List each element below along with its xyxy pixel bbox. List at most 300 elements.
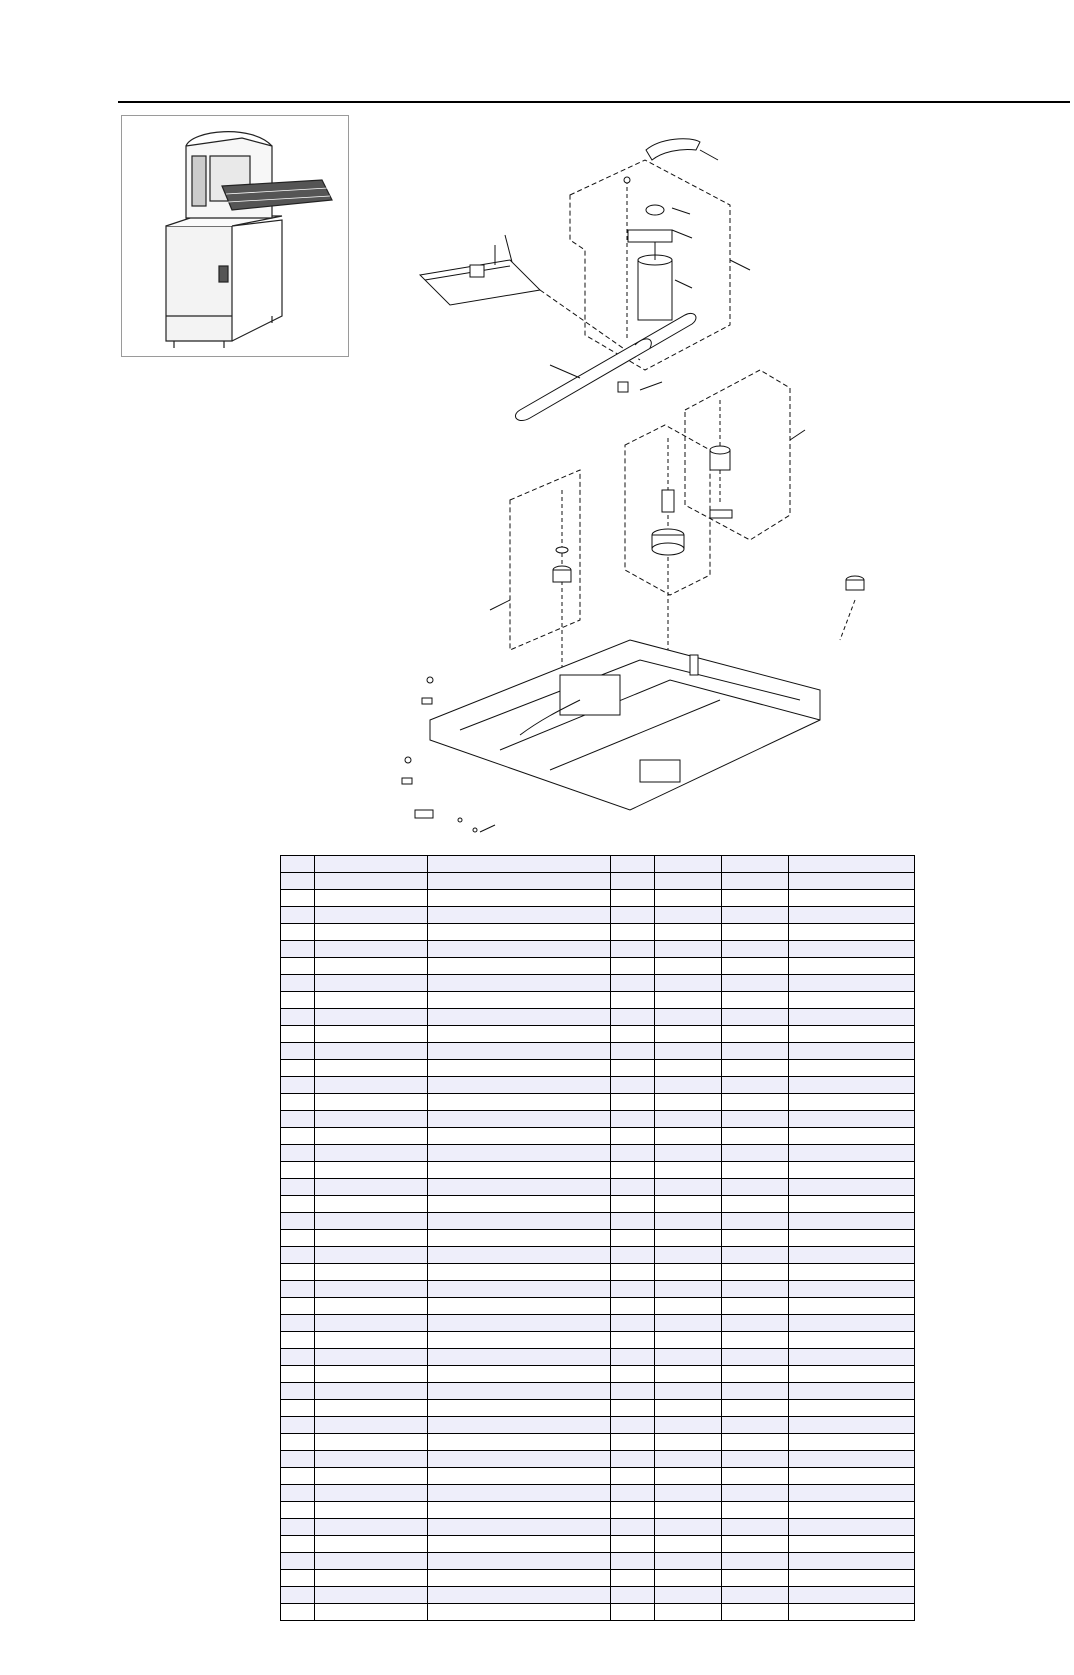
table-row (281, 1026, 915, 1043)
table-cell (789, 907, 915, 924)
table-cell (655, 907, 722, 924)
table-cell (789, 1400, 915, 1417)
table-cell (428, 1383, 611, 1400)
table-cell (611, 1111, 655, 1128)
table-cell (655, 1451, 722, 1468)
table-cell (315, 1604, 428, 1621)
table-cell (655, 1196, 722, 1213)
machine-overview-thumbnail (121, 115, 349, 357)
table-row (281, 873, 915, 890)
table-cell (315, 1468, 428, 1485)
table-cell (428, 1281, 611, 1298)
table-cell (281, 1570, 315, 1587)
table-cell (428, 1043, 611, 1060)
table-cell (281, 1451, 315, 1468)
table-header-row (281, 856, 915, 873)
table-cell (722, 1536, 789, 1553)
table-cell (655, 1315, 722, 1332)
table-cell (428, 975, 611, 992)
table-cell (428, 1111, 611, 1128)
table-cell (315, 975, 428, 992)
table-cell (722, 1247, 789, 1264)
table-row (281, 1366, 915, 1383)
table-cell (428, 1145, 611, 1162)
table-cell (611, 941, 655, 958)
table-cell (722, 890, 789, 907)
table-row (281, 1247, 915, 1264)
table-row (281, 1162, 915, 1179)
table-cell (655, 1043, 722, 1060)
table-cell (655, 924, 722, 941)
table-cell (428, 1587, 611, 1604)
table-cell (611, 1383, 655, 1400)
table-row (281, 1298, 915, 1315)
table-cell (281, 1281, 315, 1298)
table-cell (722, 1383, 789, 1400)
table-cell (722, 1366, 789, 1383)
table-cell (315, 1247, 428, 1264)
table-cell (428, 1536, 611, 1553)
table-row (281, 1536, 915, 1553)
table-cell (611, 975, 655, 992)
table-cell (722, 1060, 789, 1077)
table-cell (655, 1519, 722, 1536)
table-cell (789, 1587, 915, 1604)
table-cell (281, 992, 315, 1009)
table-row (281, 1485, 915, 1502)
table-cell (611, 1400, 655, 1417)
table-cell (655, 992, 722, 1009)
table-cell (428, 1264, 611, 1281)
table-row (281, 1502, 915, 1519)
table-cell (789, 1519, 915, 1536)
table-row (281, 1281, 915, 1298)
table-cell (315, 1043, 428, 1060)
table-cell (655, 1111, 722, 1128)
table-row (281, 1468, 915, 1485)
table-cell (315, 992, 428, 1009)
table-row (281, 1111, 915, 1128)
table-cell (428, 1400, 611, 1417)
table-cell (722, 1162, 789, 1179)
table-cell (722, 1026, 789, 1043)
table-row (281, 975, 915, 992)
table-cell (789, 1536, 915, 1553)
table-cell (789, 1128, 915, 1145)
table-cell (428, 1230, 611, 1247)
table-row (281, 1553, 915, 1570)
table-cell (655, 958, 722, 975)
table-cell (428, 1179, 611, 1196)
table-cell (428, 890, 611, 907)
table-cell (428, 1502, 611, 1519)
table-row (281, 1315, 915, 1332)
table-cell (611, 1043, 655, 1060)
table-cell (655, 1502, 722, 1519)
table-cell (281, 1128, 315, 1145)
table-cell (281, 856, 315, 873)
table-cell (655, 1145, 722, 1162)
table-cell (722, 1570, 789, 1587)
table-cell (315, 873, 428, 890)
table-cell (722, 1451, 789, 1468)
table-cell (281, 1417, 315, 1434)
table-cell (428, 1366, 611, 1383)
table-cell (722, 958, 789, 975)
table-cell (281, 1400, 315, 1417)
table-cell (722, 992, 789, 1009)
table-cell (281, 1383, 315, 1400)
table-cell (428, 924, 611, 941)
table-cell (315, 1502, 428, 1519)
table-cell (611, 1162, 655, 1179)
table-cell (315, 1315, 428, 1332)
table-cell (655, 1264, 722, 1281)
table-row (281, 1400, 915, 1417)
table-cell (281, 1332, 315, 1349)
table-cell (281, 1043, 315, 1060)
table-cell (722, 1434, 789, 1451)
table-cell (722, 1111, 789, 1128)
table-cell (611, 1468, 655, 1485)
table-cell (789, 1485, 915, 1502)
table-cell (722, 1485, 789, 1502)
table-cell (611, 924, 655, 941)
table-cell (281, 1604, 315, 1621)
table-cell (789, 1366, 915, 1383)
table-cell (611, 992, 655, 1009)
table-cell (315, 1417, 428, 1434)
table-cell (428, 1485, 611, 1502)
exploded-assembly-diagram (400, 120, 880, 850)
table-cell (722, 941, 789, 958)
header-rule (118, 101, 1070, 103)
table-cell (428, 1604, 611, 1621)
table-cell (315, 1213, 428, 1230)
table-cell (281, 1077, 315, 1094)
table-cell (315, 1009, 428, 1026)
table-cell (611, 890, 655, 907)
table-cell (611, 1298, 655, 1315)
table-cell (722, 1468, 789, 1485)
table-cell (655, 1553, 722, 1570)
table-cell (611, 1536, 655, 1553)
table-cell (789, 975, 915, 992)
table-cell (428, 1451, 611, 1468)
table-cell (315, 1145, 428, 1162)
table-cell (281, 1162, 315, 1179)
exploded-assembly-icon (400, 120, 880, 850)
table-cell (611, 1213, 655, 1230)
table-cell (655, 1179, 722, 1196)
table-cell (722, 1264, 789, 1281)
table-cell (655, 1570, 722, 1587)
table-cell (281, 1094, 315, 1111)
table-cell (281, 1264, 315, 1281)
table-cell (315, 1077, 428, 1094)
table-cell (722, 1349, 789, 1366)
table-row (281, 941, 915, 958)
table-cell (722, 1094, 789, 1111)
table-cell (722, 873, 789, 890)
table-row (281, 1230, 915, 1247)
table-cell (789, 924, 915, 941)
table-cell (789, 873, 915, 890)
table-row (281, 1332, 915, 1349)
table-cell (281, 1553, 315, 1570)
table-cell (281, 1213, 315, 1230)
table-row (281, 1519, 915, 1536)
table-cell (655, 1298, 722, 1315)
table-cell (428, 1349, 611, 1366)
table-cell (611, 1332, 655, 1349)
table-cell (722, 975, 789, 992)
table-cell (789, 1077, 915, 1094)
parts-table (280, 855, 915, 1621)
table-cell (428, 1315, 611, 1332)
table-cell (281, 1196, 315, 1213)
table-cell (428, 1162, 611, 1179)
table-cell (611, 1230, 655, 1247)
table-cell (655, 1247, 722, 1264)
table-cell (655, 1468, 722, 1485)
table-cell (722, 1587, 789, 1604)
table-cell (315, 1400, 428, 1417)
table-cell (281, 873, 315, 890)
table-cell (655, 1366, 722, 1383)
table-cell (789, 1281, 915, 1298)
table-cell (315, 1128, 428, 1145)
table-cell (655, 1128, 722, 1145)
table-row (281, 1179, 915, 1196)
table-row (281, 1451, 915, 1468)
table-cell (315, 1298, 428, 1315)
table-cell (789, 1570, 915, 1587)
table-cell (315, 1553, 428, 1570)
table-cell (722, 1502, 789, 1519)
table-cell (789, 1349, 915, 1366)
table-cell (315, 1587, 428, 1604)
table-cell (655, 890, 722, 907)
table-cell (281, 907, 315, 924)
table-cell (611, 1502, 655, 1519)
table-cell (655, 1026, 722, 1043)
table-cell (428, 958, 611, 975)
table-cell (789, 1502, 915, 1519)
table-cell (722, 1128, 789, 1145)
table-cell (315, 1519, 428, 1536)
table-cell (611, 1349, 655, 1366)
table-cell (281, 1179, 315, 1196)
table-cell (789, 1230, 915, 1247)
table-cell (281, 1315, 315, 1332)
table-cell (281, 1587, 315, 1604)
table-cell (315, 907, 428, 924)
table-cell (315, 941, 428, 958)
table-row (281, 1009, 915, 1026)
table-cell (611, 1604, 655, 1621)
table-cell (655, 873, 722, 890)
table-cell (722, 907, 789, 924)
table-cell (315, 1332, 428, 1349)
table-cell (722, 1553, 789, 1570)
table-cell (315, 1281, 428, 1298)
table-cell (789, 856, 915, 873)
table-cell (655, 1230, 722, 1247)
table-cell (281, 1009, 315, 1026)
table-cell (655, 1536, 722, 1553)
table-cell (315, 1485, 428, 1502)
table-cell (315, 1111, 428, 1128)
table-cell (428, 1077, 611, 1094)
table-cell (655, 1162, 722, 1179)
table-cell (281, 1468, 315, 1485)
table-cell (789, 1094, 915, 1111)
table-row (281, 1383, 915, 1400)
table-cell (428, 1026, 611, 1043)
table-cell (655, 1094, 722, 1111)
table-cell (789, 1043, 915, 1060)
table-cell (789, 1332, 915, 1349)
table-cell (789, 1145, 915, 1162)
table-cell (428, 1570, 611, 1587)
table-cell (722, 1179, 789, 1196)
table-cell (428, 1332, 611, 1349)
table-cell (428, 1553, 611, 1570)
table-cell (722, 1196, 789, 1213)
table-cell (655, 1485, 722, 1502)
table-row (281, 1060, 915, 1077)
table-cell (611, 1281, 655, 1298)
table-cell (611, 1145, 655, 1162)
table-cell (315, 1196, 428, 1213)
table-cell (722, 1077, 789, 1094)
table-cell (611, 1009, 655, 1026)
table-cell (655, 1281, 722, 1298)
table-cell (281, 1502, 315, 1519)
table-cell (611, 1519, 655, 1536)
table-row (281, 907, 915, 924)
table-cell (281, 1485, 315, 1502)
table-cell (281, 1230, 315, 1247)
table-cell (789, 1213, 915, 1230)
table-cell (281, 1349, 315, 1366)
table-cell (315, 890, 428, 907)
table-cell (428, 992, 611, 1009)
table-cell (722, 1315, 789, 1332)
machine-overview-icon (122, 116, 348, 356)
table-row (281, 890, 915, 907)
table-cell (281, 890, 315, 907)
table-cell (789, 1604, 915, 1621)
table-cell (722, 1043, 789, 1060)
table-cell (611, 1587, 655, 1604)
table-cell (281, 1145, 315, 1162)
table-cell (428, 1434, 611, 1451)
table-cell (428, 1094, 611, 1111)
table-cell (655, 1332, 722, 1349)
table-row (281, 1043, 915, 1060)
table-row (281, 1570, 915, 1587)
table-cell (655, 1400, 722, 1417)
table-cell (722, 1332, 789, 1349)
table-cell (428, 1196, 611, 1213)
table-cell (789, 1111, 915, 1128)
table-cell (428, 1468, 611, 1485)
table-cell (315, 924, 428, 941)
table-cell (315, 1264, 428, 1281)
table-row (281, 992, 915, 1009)
table-cell (789, 1009, 915, 1026)
table-cell (428, 1213, 611, 1230)
table-cell (655, 1060, 722, 1077)
table-cell (611, 1570, 655, 1587)
table-row (281, 1196, 915, 1213)
table-cell (281, 1536, 315, 1553)
table-cell (722, 1417, 789, 1434)
table-row (281, 924, 915, 941)
table-cell (789, 1315, 915, 1332)
table-cell (789, 1060, 915, 1077)
table-cell (611, 958, 655, 975)
table-cell (611, 1434, 655, 1451)
table-cell (611, 1485, 655, 1502)
table-cell (611, 1247, 655, 1264)
table-cell (315, 1162, 428, 1179)
table-row (281, 1145, 915, 1162)
table-cell (789, 1417, 915, 1434)
table-cell (281, 941, 315, 958)
table-cell (611, 1417, 655, 1434)
table-cell (789, 1264, 915, 1281)
table-cell (655, 1383, 722, 1400)
table-cell (281, 1111, 315, 1128)
table-cell (281, 1247, 315, 1264)
table-row (281, 1417, 915, 1434)
table-cell (281, 1519, 315, 1536)
table-cell (655, 1604, 722, 1621)
table-cell (722, 1230, 789, 1247)
table-cell (315, 958, 428, 975)
table-cell (428, 856, 611, 873)
table-cell (611, 1264, 655, 1281)
table-cell (789, 1553, 915, 1570)
table-cell (722, 1009, 789, 1026)
table-cell (611, 873, 655, 890)
table-cell (315, 1434, 428, 1451)
table-cell (722, 1281, 789, 1298)
table-row (281, 1213, 915, 1230)
table-cell (789, 992, 915, 1009)
table-cell (722, 856, 789, 873)
table-cell (281, 958, 315, 975)
table-cell (655, 1213, 722, 1230)
table-cell (655, 1077, 722, 1094)
table-row (281, 1349, 915, 1366)
table-cell (315, 1179, 428, 1196)
table-cell (428, 1298, 611, 1315)
table-cell (281, 1060, 315, 1077)
table-cell (789, 1179, 915, 1196)
table-cell (722, 1213, 789, 1230)
table-row (281, 1264, 915, 1281)
table-cell (789, 1247, 915, 1264)
table-cell (611, 1366, 655, 1383)
table-cell (789, 1196, 915, 1213)
table-cell (655, 941, 722, 958)
table-cell (611, 1315, 655, 1332)
table-cell (655, 1349, 722, 1366)
